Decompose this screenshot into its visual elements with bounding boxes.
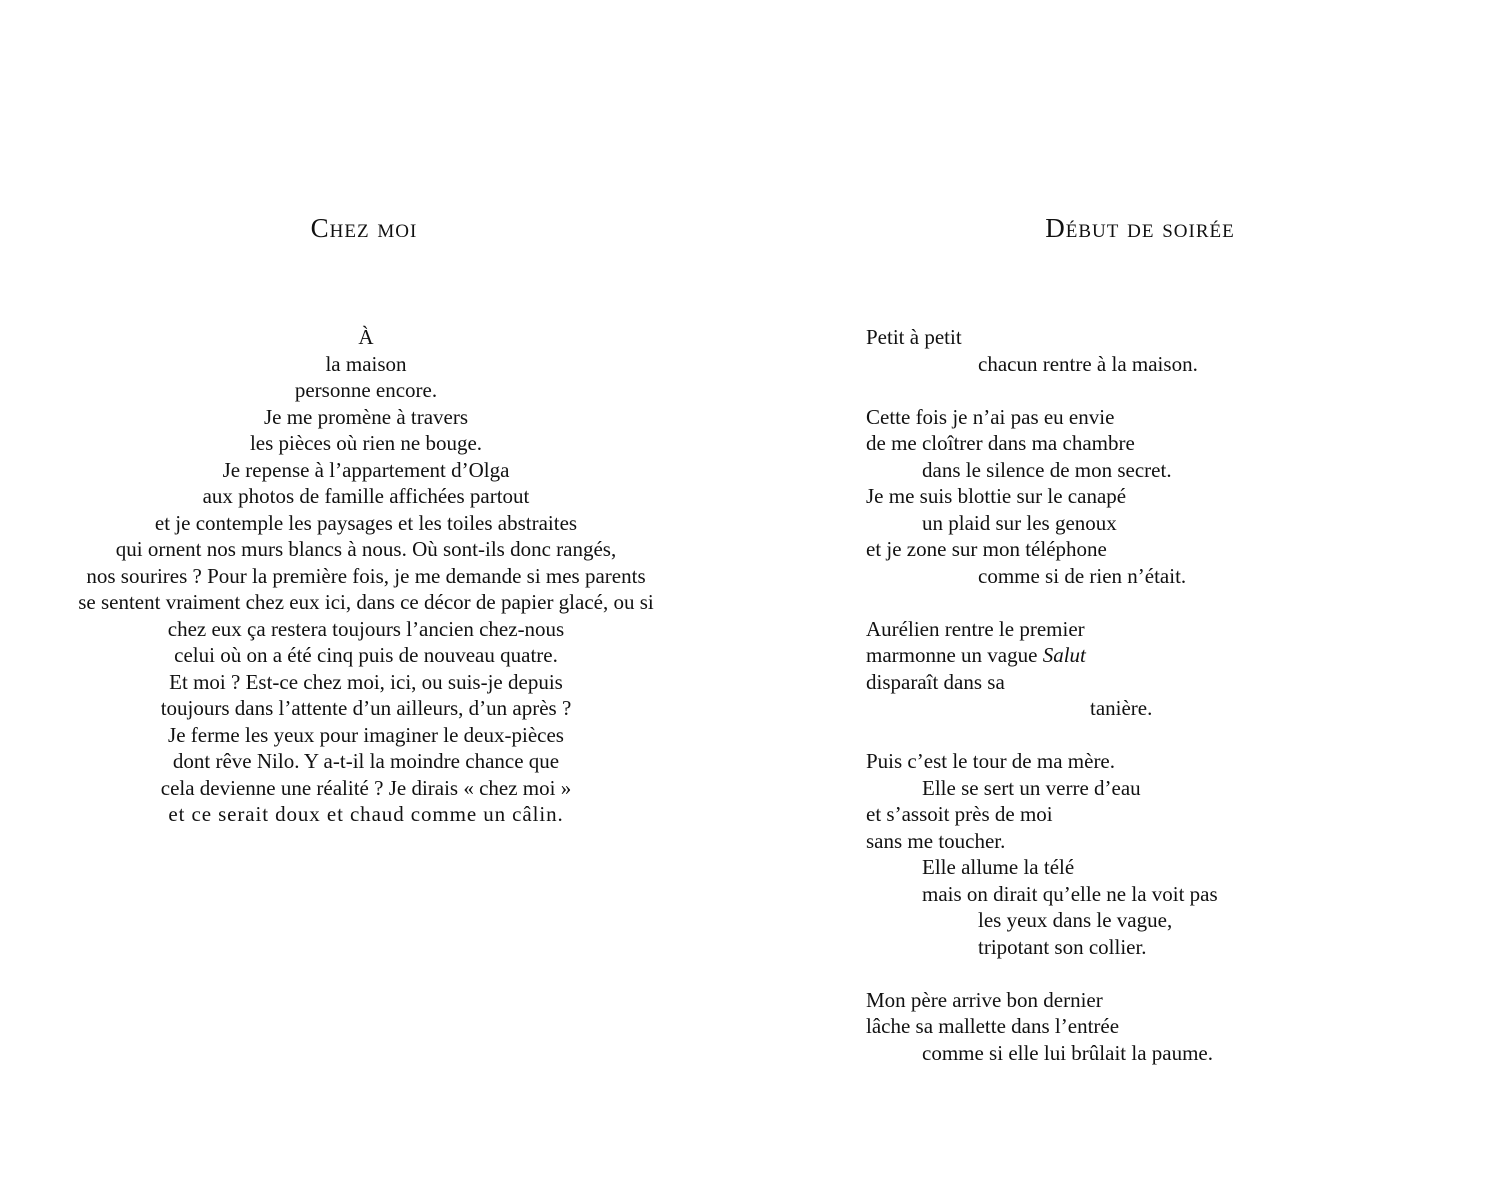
left-page (0, 0, 740, 1200)
poem-line: Puis c’est le tour de ma mère. (866, 749, 1116, 773)
poem-line: aux photos de famille affichées partout (202, 484, 530, 508)
poem-line: Aurélien rentre le premier (866, 616, 1085, 641)
poem-line: les yeux dans le vague, (978, 908, 1173, 932)
poem-line: chez eux ça restera toujours l’ancien chez-nous (167, 616, 565, 641)
poem-title-chez-moi: Chez moi (310, 213, 418, 243)
poem-line: dans le silence de mon secret. (922, 457, 1172, 482)
stanza-5 (866, 987, 1506, 1067)
poem-line: Et moi ? Est-ce chez moi, ici, ou suis-je depuis (169, 669, 563, 694)
poem-line: Mon père arrive bon dernier (866, 987, 1103, 1012)
poem-line: Petit à petit (866, 325, 962, 349)
right-page (760, 0, 1507, 1200)
poem-line: Je repense à l’appartement d’Olga (222, 457, 510, 482)
poem-line: comme si elle lui brûlait la paume. (922, 1040, 1213, 1065)
poem-line: À (358, 325, 374, 349)
poem-line: dont rêve Nilo. Y a-t-il la moindre chance que (172, 749, 560, 773)
poem-line: un plaid sur les genoux (922, 510, 1117, 535)
poem-line: se sentent vraiment chez eux ici, dans ce décor de papier glacé, ou si (78, 590, 654, 614)
poem-line: chacun rentre à la maison. (978, 351, 1198, 376)
stanza-2 (866, 404, 1506, 590)
stanza-break (866, 722, 1506, 749)
poem-line: lâche sa mallette dans l’entrée (866, 1014, 1120, 1038)
poem-line: nos sourires ? Pour la première fois, je me demande si mes parents (86, 563, 646, 588)
poem-body-debut-de-soiree (866, 324, 1506, 1066)
poem-line: comme si de rien n’était. (978, 563, 1187, 588)
poem-line: Elle allume la télé (922, 855, 1075, 879)
poem-line: personne encore. (294, 378, 438, 402)
poem-line: toujours dans l’attente d’un ailleurs, d’un après ? (160, 696, 572, 720)
poem-body-chez-moi (0, 324, 732, 828)
poem-line: Je me suis blottie sur le canapé (866, 484, 1127, 508)
italic-word: Salut (1042, 643, 1086, 667)
poem-line: tripotant son collier. (978, 934, 1147, 959)
poem-line: Elle se sert un verre d’eau (922, 775, 1141, 800)
poem-line: sans me toucher. (866, 828, 1006, 853)
poem-title-debut-de-soiree: Début de soirée (1045, 213, 1235, 243)
stanza-break (866, 589, 1506, 616)
poem-line: et ce serait doux et chaud comme un câlin. (168, 802, 564, 826)
stanza-4 (866, 748, 1506, 960)
poem-line (866, 642, 1506, 669)
poem-line: mais on dirait qu’elle ne la voit pas (922, 881, 1218, 906)
poem-line: tanière. (1090, 696, 1153, 720)
poem-line: de me cloîtrer dans ma chambre (866, 431, 1135, 455)
poem-line: disparaît dans sa (866, 669, 1005, 694)
poem-line: Je me promène à travers (263, 404, 469, 429)
poem-line: cela devienne une réalité ? Je dirais « chez moi » (160, 775, 572, 800)
stanza-1 (866, 324, 1506, 377)
poem-line: Cette fois je n’ai pas eu envie (866, 404, 1115, 429)
poem-line: Je ferme les yeux pour imaginer le deux-pièces (168, 722, 564, 747)
poem-line-text: marmonne un vague (866, 643, 1043, 667)
stanza-break (866, 960, 1506, 987)
poem-line: qui ornent nos murs blancs à nous. Où sont-ils donc rangés, (115, 537, 617, 561)
poem-line: et s’assoit près de moi (866, 802, 1053, 826)
poem-line: la maison (325, 351, 407, 376)
poem-line: les pièces où rien ne bouge. (249, 431, 483, 455)
poem-line: et je contemple les paysages et les toiles abstraites (154, 510, 578, 535)
poem-line: celui où on a été cinq puis de nouveau quatre. (174, 643, 558, 667)
poem-line: et je zone sur mon téléphone (866, 537, 1107, 561)
stanza-3 (866, 616, 1506, 722)
stanza-break (866, 377, 1506, 404)
